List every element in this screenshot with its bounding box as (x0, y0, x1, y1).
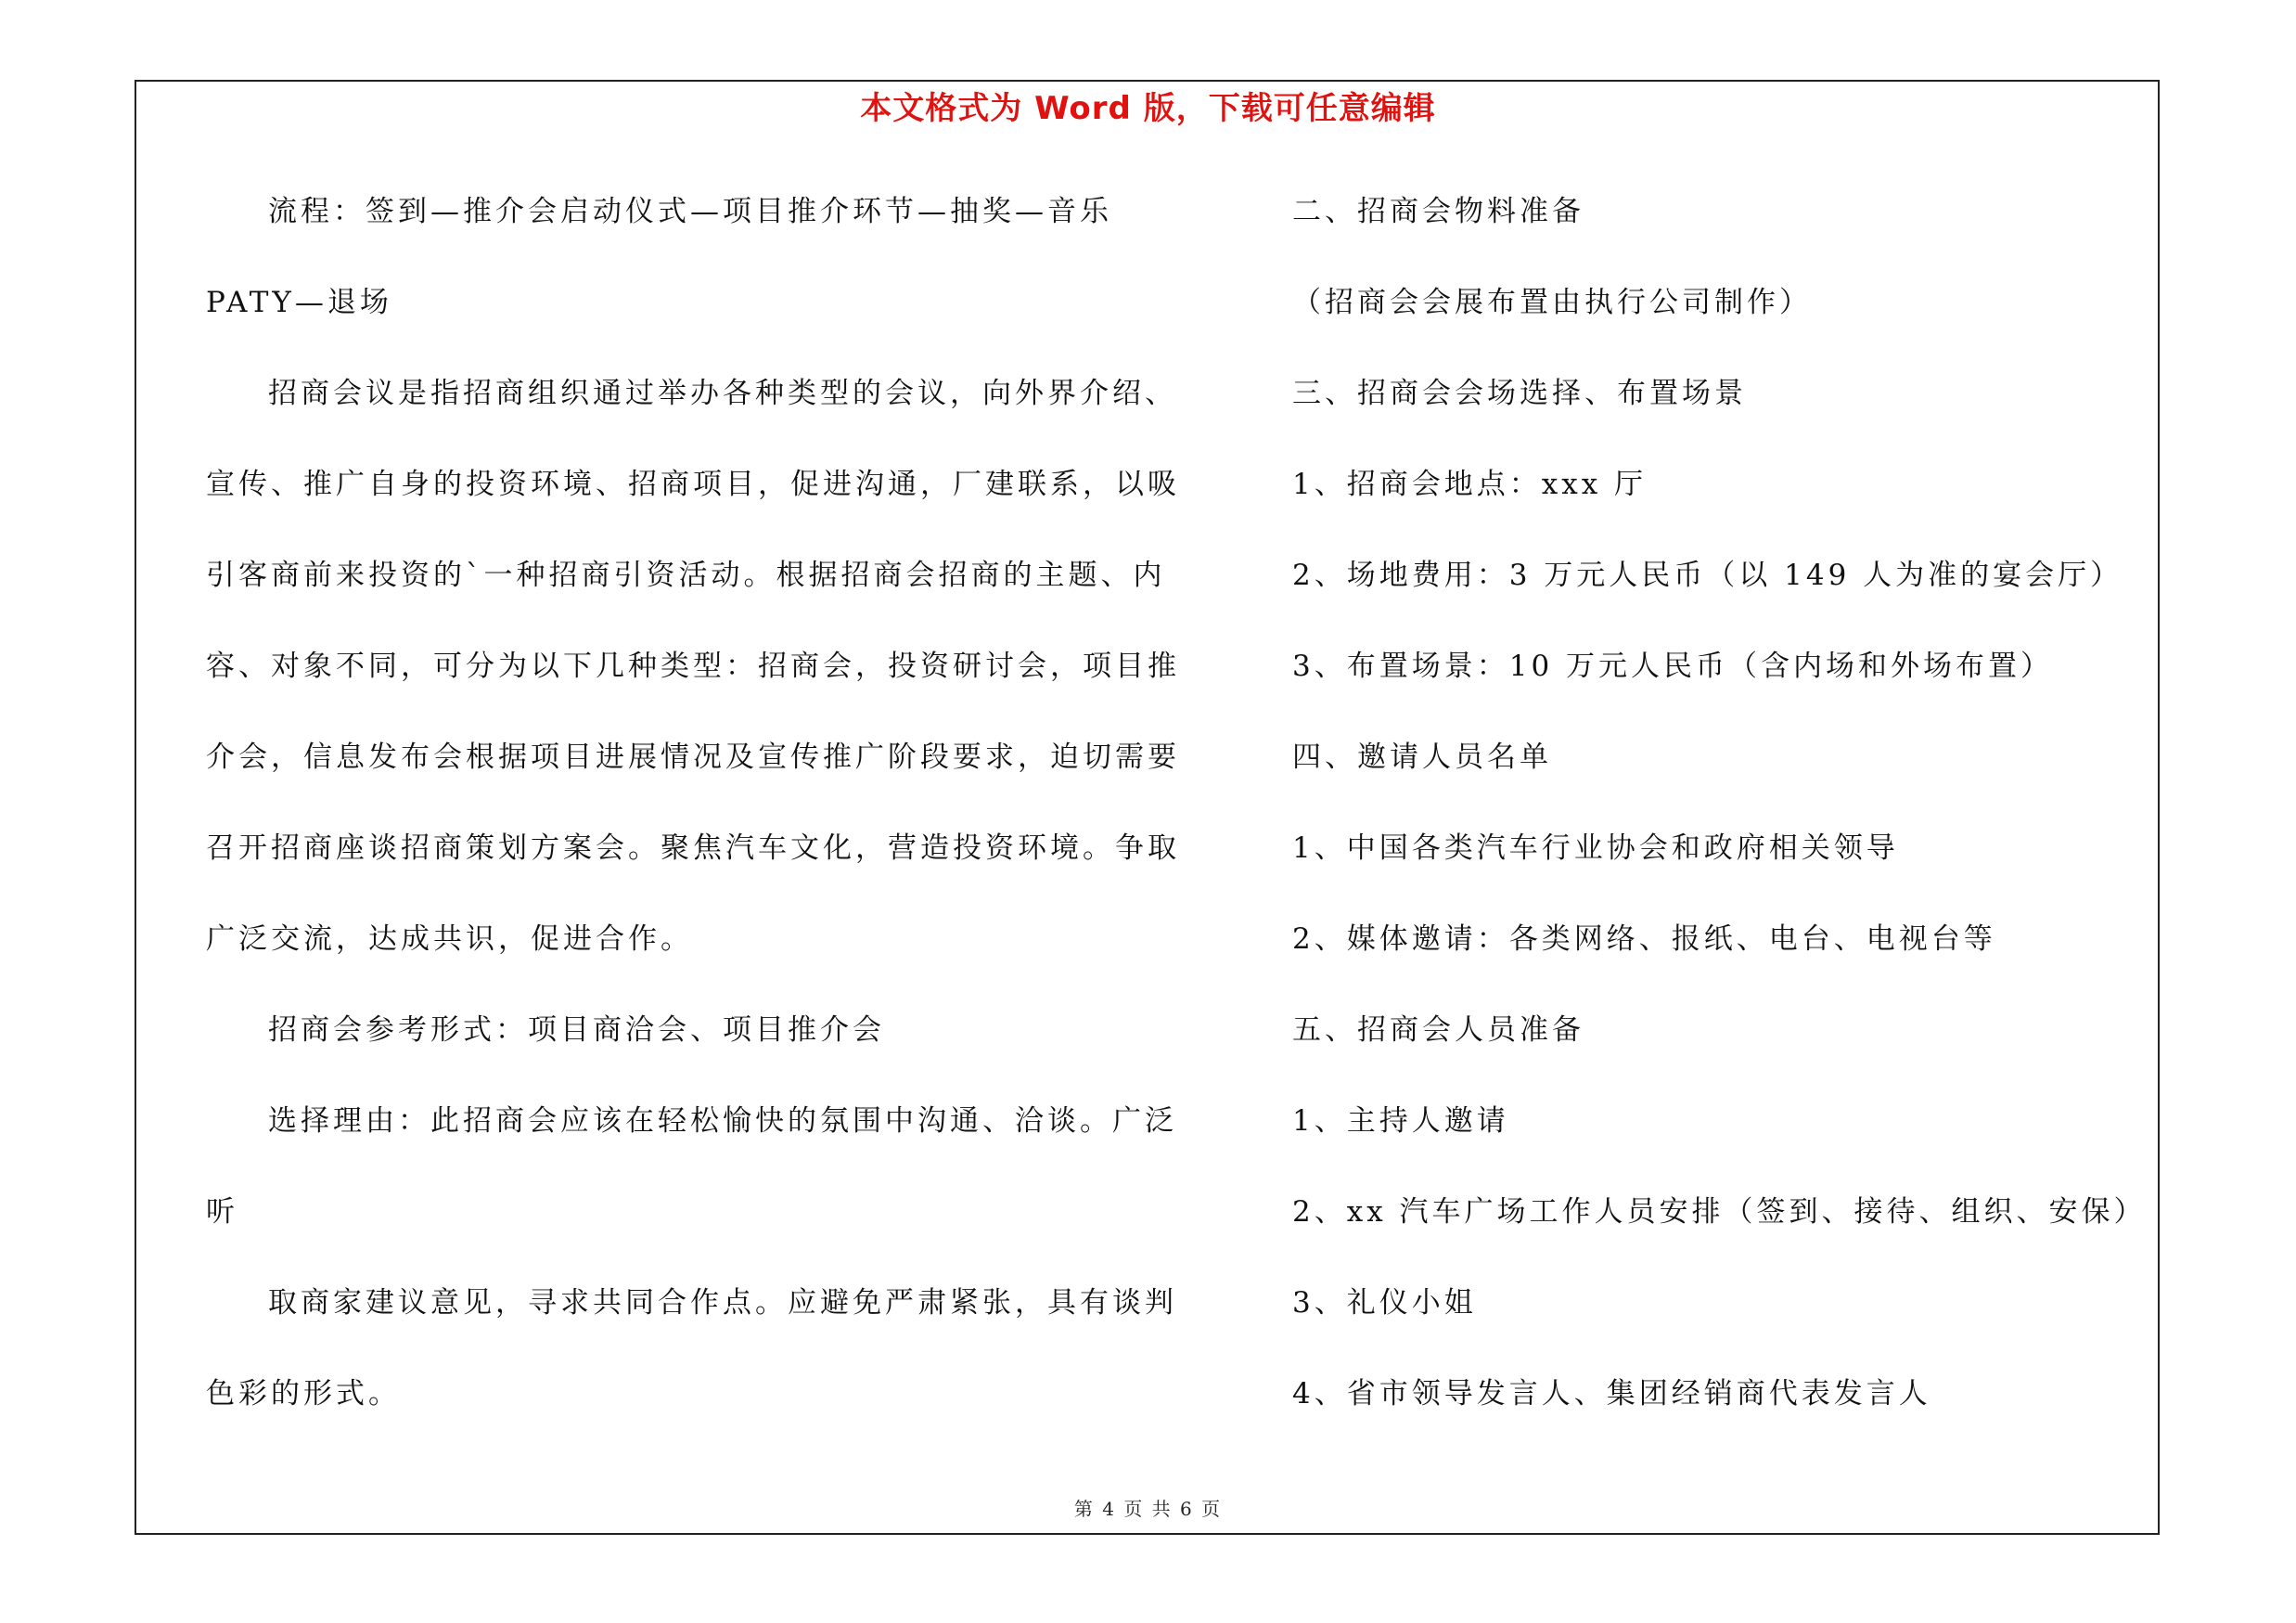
section-heading: 二、招商会物料准备 (1292, 195, 1584, 228)
section-heading: 四、邀请人员名单 (1292, 741, 1552, 774)
paragraph-line: 容、对象不同，可分为以下几种类型：招商会，投资研讨会，项目推 (206, 650, 1180, 683)
list-item: 3、礼仪小姐 (1292, 1286, 1477, 1320)
paragraph-line: 色彩的形式。 (206, 1377, 401, 1410)
paragraph-line: 召开招商座谈招商策划方案会。聚焦汽车文化，营造投资环境。争取 (206, 831, 1180, 865)
section-heading: 五、招商会人员准备 (1292, 1013, 1584, 1047)
paragraph-line: 取商家建议意见，寻求共同合作点。应避免严肃紧张，具有谈判 (268, 1286, 1177, 1320)
paragraph-line: 选择理由：此招商会应该在轻松愉快的氛围中沟通、洽谈。广泛 (268, 1104, 1177, 1138)
list-item: 1、招商会地点：xxx 厅 (1292, 468, 1648, 501)
paragraph-line: 介会，信息发布会根据项目进展情况及宣传推广阶段要求，迫切需要 (206, 741, 1180, 774)
list-item: 1、中国各类汽车行业协会和政府相关领导 (1292, 831, 1899, 865)
section-heading: 三、招商会会场选择、布置场景 (1292, 377, 1747, 410)
paragraph-line: 引客商前来投资的`一种招商引资活动。根据招商会招商的主题、内 (206, 559, 1166, 592)
page-number: 第 4 页 共 6 页 (1073, 1498, 1223, 1520)
list-item: 2、场地费用：3 万元人民币（以 149 人为准的宴会厅） (1292, 559, 2123, 592)
paragraph-line: 广泛交流，达成共识，促进合作。 (206, 922, 693, 956)
list-item: 1、主持人邀请 (1292, 1104, 1509, 1138)
paragraph-line: 宣传、推广自身的投资环境、招商项目，促进沟通，厂建联系，以吸 (206, 468, 1180, 501)
format-banner: 本文格式为 Word 版，下载可任意编辑 (860, 90, 1436, 127)
left-column (206, 184, 1180, 1457)
list-item: 3、布置场景：10 万元人民币（含内场和外场布置） (1292, 650, 2054, 683)
paragraph-line: 听 (206, 1195, 238, 1229)
list-item: 2、xx 汽车广场工作人员安排（签到、接待、组织、安保） (1292, 1195, 2147, 1229)
list-item: 4、省市领导发言人、集团经销商代表发言人 (1292, 1377, 1931, 1410)
list-item: （招商会会展布置由执行公司制作） (1292, 286, 1812, 319)
paragraph-line: 招商会参考形式：项目商洽会、项目推介会 (268, 1013, 885, 1047)
paragraph-line: 招商会议是指招商组织通过举办各种类型的会议，向外界介绍、 (268, 377, 1177, 410)
paragraph-line: 流程：签到—推介会启动仪式—项目推介环节—抽奖—音乐 (268, 195, 1112, 228)
list-item: 2、媒体邀请：各类网络、报纸、电台、电视台等 (1292, 922, 1996, 956)
right-column (1292, 184, 2147, 1457)
paragraph-line: PATY—退场 (206, 286, 392, 319)
